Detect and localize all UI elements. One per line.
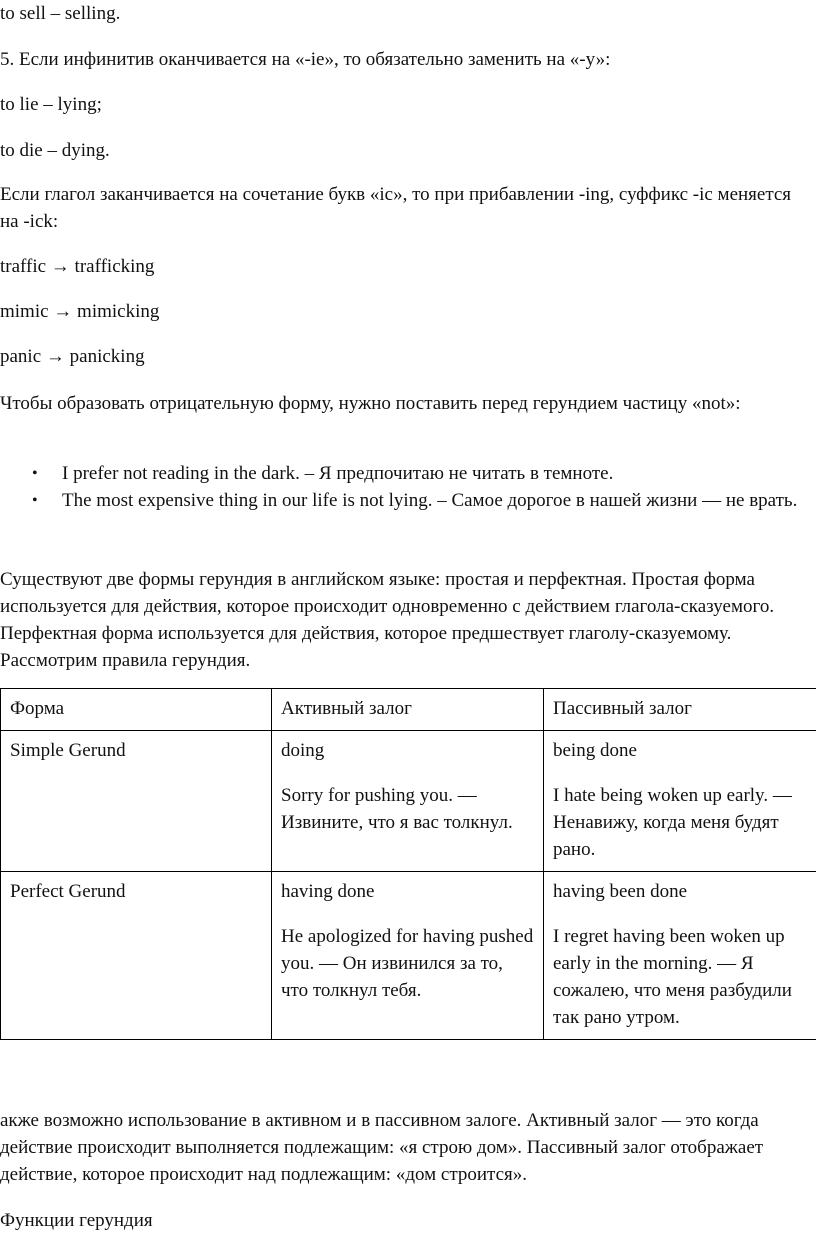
- passive-example: I regret having been woken up early in the morning. — Я сожалею, что меня разбудили так рано утром.: [553, 926, 792, 1028]
- rule-5-heading: 5. Если инфинитив оканчивается на «-ie», то обязательно заменить на «-у»:: [0, 49, 611, 70]
- table-cell-active: [272, 872, 544, 1040]
- active-form: having done: [281, 881, 375, 902]
- passive-form: having been done: [553, 881, 688, 902]
- bullet-text: I prefer not reading in the dark. – Я предпочитаю не читать в темноте.: [62, 463, 614, 484]
- example-line: mimic → mimicking: [0, 301, 160, 322]
- example-line: panic → panicking: [0, 346, 145, 367]
- list-item: [0, 487, 816, 514]
- active-example: He apologized for having pushed you. — Он извинился за то, что толкнул тебя.: [281, 926, 534, 1001]
- table-header-row: [1, 689, 816, 731]
- example-line: to die – dying.: [0, 140, 110, 161]
- table-header-cell: Активный залог: [272, 689, 544, 731]
- active-example: Sorry for pushing you. — Извините, что я вас толкнул.: [281, 785, 513, 833]
- bullet-icon: •: [32, 492, 38, 509]
- table-cell-form: Simple Gerund: [1, 731, 272, 872]
- text-line: to sell – selling.: [0, 3, 121, 24]
- table-row: [1, 872, 816, 1040]
- passive-example: I hate being woken up early. — Ненавижу, когда меня будят рано.: [553, 785, 792, 860]
- bullet-text: The most expensive thing in our life is not lying. – Самое дорогое в нашей жизни — не врать.: [62, 490, 798, 511]
- table-cell-active: [272, 731, 544, 872]
- gerund-forms-paragraph: Существуют две формы герундия в английском языке: простая и перфектная. Простая форма используется для действия, которое происходит одновременно с действием глагола-сказуемого. Перфектная форма используется для действия, которое предшествует глаголу-сказуемому. Рассмотрим правила герундия.: [0, 569, 775, 671]
- example-line: traffic → trafficking: [0, 256, 155, 277]
- table-cell-passive: [544, 872, 816, 1040]
- bullet-list: [0, 460, 816, 514]
- example-line: to lie – lying;: [0, 94, 102, 115]
- table-row: [1, 731, 816, 872]
- list-item: [0, 460, 816, 487]
- bullet-icon: •: [32, 465, 38, 482]
- passive-form: being done: [553, 740, 637, 761]
- gerund-table: [0, 688, 816, 1040]
- table-header-cell: Пассивный залог: [544, 689, 816, 731]
- negative-form-paragraph: Чтобы образовать отрицательную форму, нужно поставить перед герундием частицу «not»:: [0, 393, 741, 414]
- active-form: doing: [281, 740, 325, 761]
- table-cell-passive: [544, 731, 816, 872]
- rule-ic-paragraph: Если глагол заканчивается на сочетание букв «ic», то при прибавлении -ing, суффикс -ic меняется на -ick:: [0, 184, 792, 232]
- table-cell-form: Perfect Gerund: [1, 872, 272, 1040]
- voice-paragraph: акже возможно использование в активном и в пассивном залоге. Активный залог — это когда действие происходит выполняется подлежащим: «я строю дом». Пассивный залог отображает действие, которое происходит над подлежащим: «дом строится».: [0, 1110, 764, 1185]
- table-header-cell: Форма: [1, 689, 272, 731]
- section-heading: Функции герундия: [0, 1210, 153, 1231]
